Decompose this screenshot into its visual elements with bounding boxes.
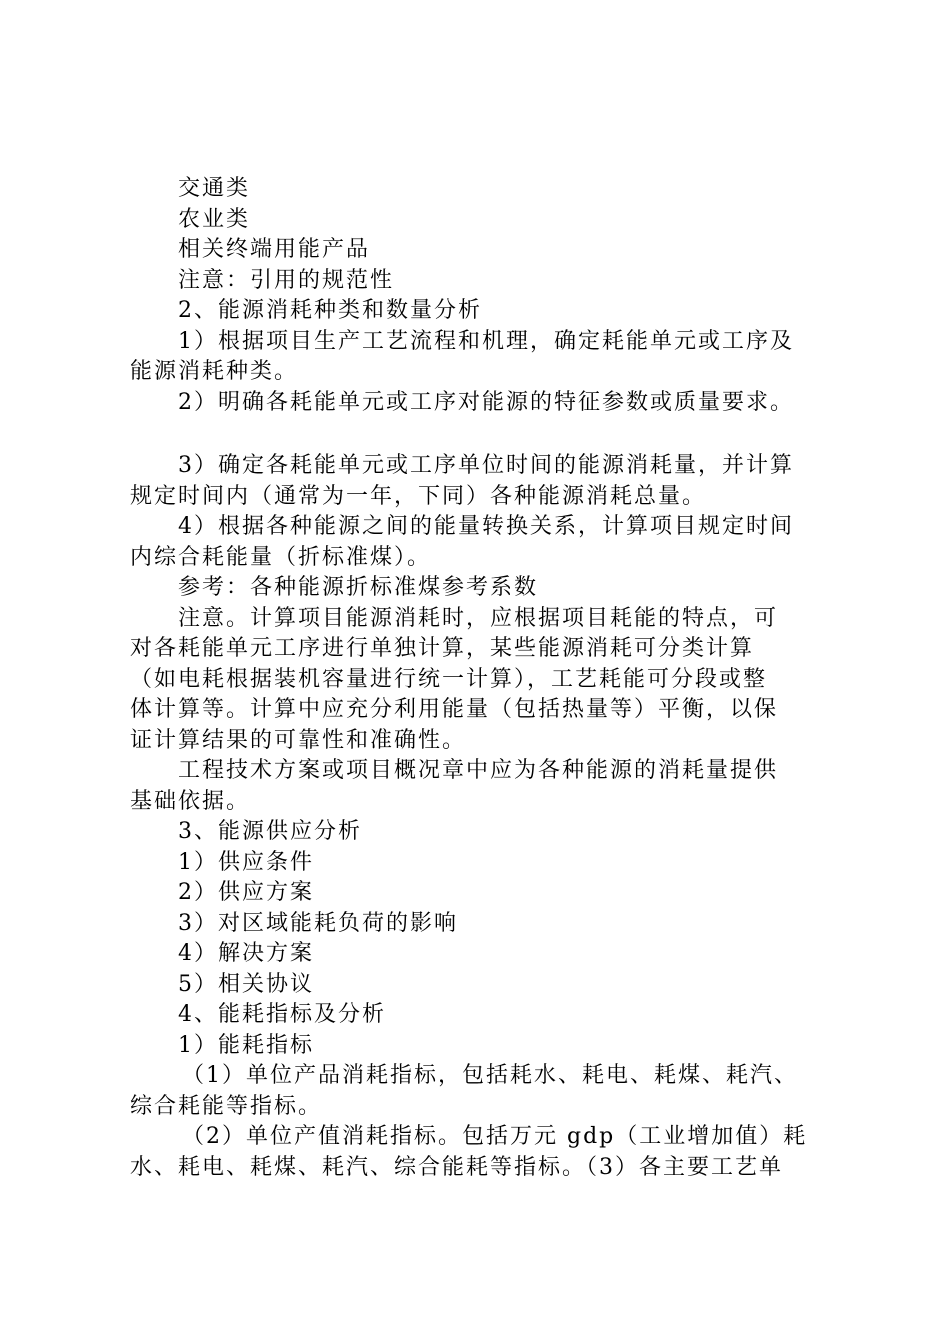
paragraph-line: 交通类 — [178, 176, 251, 201]
paragraph-line: （2）单位产值消耗指标。包括万元 gdp（工业增加值）耗 — [182, 1124, 808, 1149]
paragraph-line: 注意：引用的规范性 — [178, 267, 395, 293]
paragraph-line: 2）明确各耗能单元或工序对能源的特征参数或质量要求。 — [178, 389, 794, 415]
paragraph-line: 证计算结果的可靠性和准确性。 — [130, 727, 467, 753]
paragraph-line: 体计算等。计算中应充分利用能量（包括热量等）平衡，以保 — [130, 697, 779, 722]
list-item: 2）供应方案 — [178, 880, 314, 905]
list-item: 1）供应条件 — [178, 849, 314, 875]
paragraph-line: 工程技术方案或项目概况章中应为各种能源的消耗量提供 — [178, 758, 779, 783]
paragraph-line: 基础依据。 — [130, 788, 251, 814]
list-item: 4）解决方案 — [178, 941, 314, 966]
paragraph-line: 3）确定各耗能单元或工序单位时间的能源消耗量，并计算 — [178, 453, 794, 478]
paragraph-line: 农业类 — [178, 206, 251, 232]
paragraph-line: 相关终端用能产品 — [178, 237, 371, 262]
paragraph-line: 4）根据各种能源之间的能量转换关系，计算项目规定时间 — [178, 514, 794, 539]
paragraph-line: 能源消耗种类。 — [130, 359, 299, 384]
paragraph-line: （如电耗根据装机容量进行统一计算），工艺耗能可分段或整 — [130, 666, 768, 692]
section-heading: 3、能源供应分析 — [178, 819, 362, 844]
paragraph-line: 规定时间内（通常为一年，下同）各种能源消耗总量。 — [130, 483, 707, 509]
paragraph-line: 水、耗电、耗煤、耗汽、综合能耗等指标。（3）各主要工艺单 — [130, 1154, 783, 1180]
list-item: 5）相关协议 — [178, 971, 314, 997]
paragraph-line: 1）根据项目生产工艺流程和机理，确定耗能单元或工序及 — [178, 328, 794, 354]
paragraph-line: 参考：各种能源折标准煤参考系数 — [178, 575, 539, 600]
document-body — [130, 174, 830, 1183]
paragraph-gap — [130, 418, 830, 451]
list-item: 1）能耗指标 — [178, 1032, 314, 1058]
list-item: 3）对区域能耗负荷的影响 — [178, 910, 458, 936]
paragraph-line: 综合耗能等指标。 — [130, 1093, 323, 1119]
paragraph-line: （1）单位产品消耗指标，包括耗水、耗电、耗煤、耗汽、 — [182, 1063, 798, 1088]
paragraph-line: 对各耗能单元工序进行单独计算，某些能源消耗可分类计算 — [130, 636, 755, 661]
section-heading: 2、能源消耗种类和数量分析 — [178, 298, 482, 323]
section-heading: 4、能耗指标及分析 — [178, 1002, 386, 1027]
paragraph-line: 注意。计算项目能源消耗时，应根据项目耗能的特点，可 — [178, 605, 779, 631]
paragraph-line: 内综合耗能量（折标准煤）。 — [130, 544, 432, 570]
